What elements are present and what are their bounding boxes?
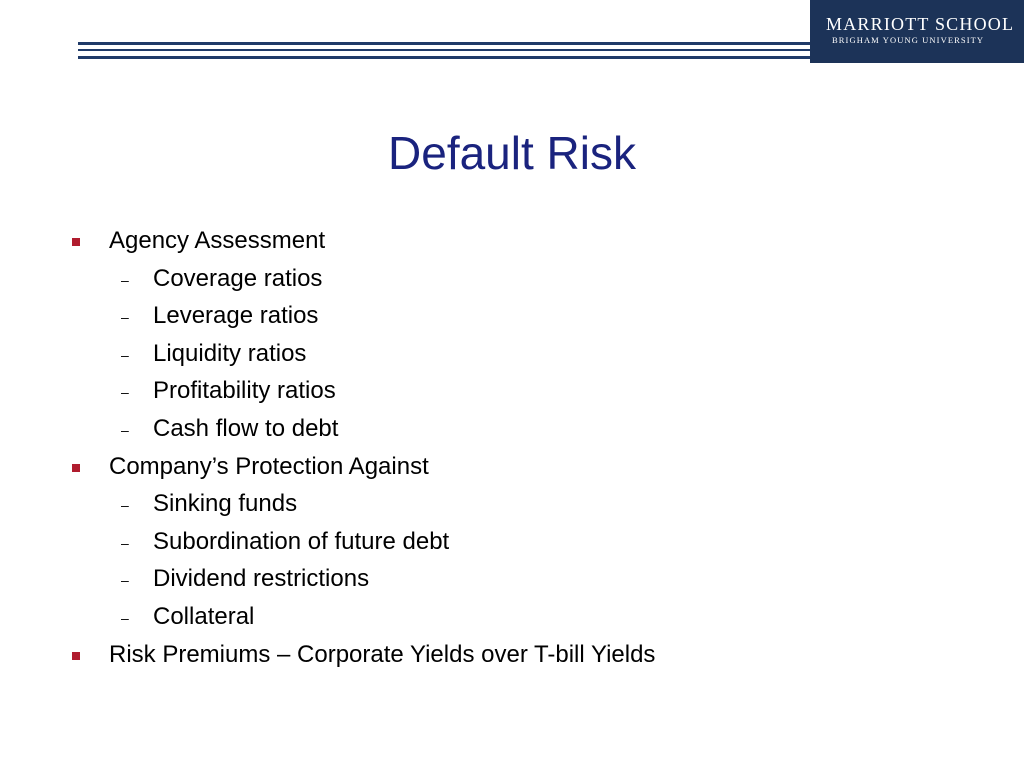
sub-bullet-text: Dividend restrictions [153, 565, 370, 593]
dash-bullet-icon: – [121, 609, 129, 626]
square-bullet-icon [72, 238, 80, 246]
dash-bullet-icon: – [121, 384, 129, 401]
bullet-text: Company’s Protection Against [109, 452, 429, 480]
sub-bullet-item [0, 297, 1024, 335]
dash-bullet-icon: – [121, 534, 129, 551]
bullet-item [0, 222, 1024, 260]
slide-title: Default Risk [388, 127, 636, 179]
sub-bullet-text: Leverage ratios [153, 302, 319, 330]
sub-bullet-item [0, 523, 1024, 561]
sub-bullet-item [0, 335, 1024, 373]
sub-bullet-text: Collateral [153, 602, 255, 630]
sub-bullet-item [0, 410, 1024, 448]
logo-sub-text: BRIGHAM YOUNG UNIVERSITY [832, 35, 985, 45]
sub-bullet-item [0, 560, 1024, 598]
school-logo [810, 0, 1024, 63]
dash-bullet-icon: – [121, 346, 129, 363]
sub-bullet-item [0, 372, 1024, 410]
bullet-text: Agency Assessment [109, 227, 326, 254]
sub-bullet-text: Cash flow to debt [153, 414, 339, 442]
square-bullet-icon [72, 464, 80, 472]
dash-bullet-icon: – [121, 497, 129, 514]
bullet-item [0, 636, 1024, 674]
dash-bullet-icon: – [121, 271, 129, 288]
logo-main-text: MARRIOTT SCHOOL [826, 14, 1015, 34]
header-rule-middle [78, 49, 810, 51]
bullet-text: Risk Premiums – Corporate Yields over T-bill Yields [109, 640, 656, 668]
bullet-item [0, 448, 1024, 486]
sub-bullet-text: Liquidity ratios [153, 339, 307, 367]
sub-bullet-text: Subordination of future debt [153, 527, 450, 555]
dash-bullet-icon: – [121, 421, 129, 438]
dash-bullet-icon: – [121, 572, 129, 589]
sub-bullet-text: Sinking funds [153, 490, 298, 518]
header-rule-top [78, 42, 810, 45]
header-rule-bottom [78, 56, 810, 59]
dash-bullet-icon: – [121, 309, 129, 326]
bullet-list [0, 222, 1024, 673]
sub-bullet-item [0, 485, 1024, 523]
sub-bullet-item [0, 260, 1024, 298]
square-bullet-icon [72, 652, 80, 660]
sub-bullet-text: Profitability ratios [153, 377, 336, 405]
sub-bullet-item [0, 598, 1024, 636]
sub-bullet-text: Coverage ratios [153, 264, 323, 292]
